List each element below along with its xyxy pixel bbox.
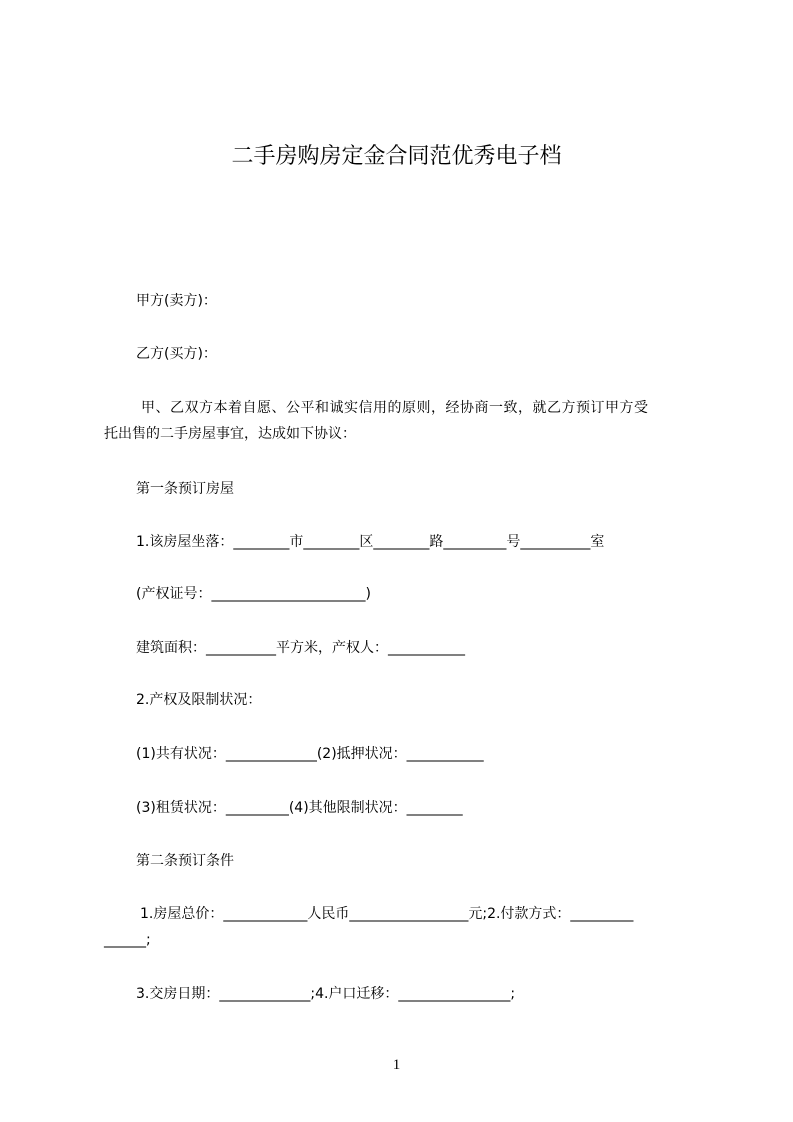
party-b-line: 乙方(买方)： bbox=[136, 346, 217, 362]
property-restrictions-heading: 2.产权及限制状况： bbox=[136, 692, 262, 708]
page-number: 1 bbox=[392, 1057, 401, 1073]
preamble-line-1: 甲、乙双方本着自愿、公平和诚实信用的原则，经协商一致，就乙方预订甲方受 bbox=[141, 400, 649, 416]
party-a-line: 甲方(卖方)： bbox=[136, 293, 217, 309]
lease-other-restrictions-line: (3)租赁状况：_________(4)其他限制状况：________ bbox=[136, 800, 463, 816]
property-location-line: 1.该房屋坐落：________市________区________路_________号__________室 bbox=[136, 534, 605, 550]
price-payment-line-1: 1.房屋总价：____________人民币_________________元;2.付款方式：_________ bbox=[140, 906, 634, 922]
handover-hukou-line: 3.交房日期：_____________;4.户口迁移：________________; bbox=[136, 986, 516, 1002]
floor-area-line: 建筑面积：__________平方米，产权人：___________ bbox=[136, 640, 465, 656]
price-payment-line-2: ______; bbox=[104, 932, 151, 948]
title-deed-line: (产权证号：______________________) bbox=[136, 586, 371, 602]
preamble-line-2: 托出售的二手房屋事宜，达成如下协议： bbox=[104, 426, 356, 442]
article-2-heading: 第二条预订条件 bbox=[136, 853, 234, 869]
co-ownership-mortgage-line: (1)共有状况：_____________(2)抵押状况：___________ bbox=[136, 746, 484, 762]
article-1-heading: 第一条预订房屋 bbox=[136, 481, 234, 497]
page-title: 二手房购房定金合同范优秀电子档 bbox=[231, 144, 562, 169]
